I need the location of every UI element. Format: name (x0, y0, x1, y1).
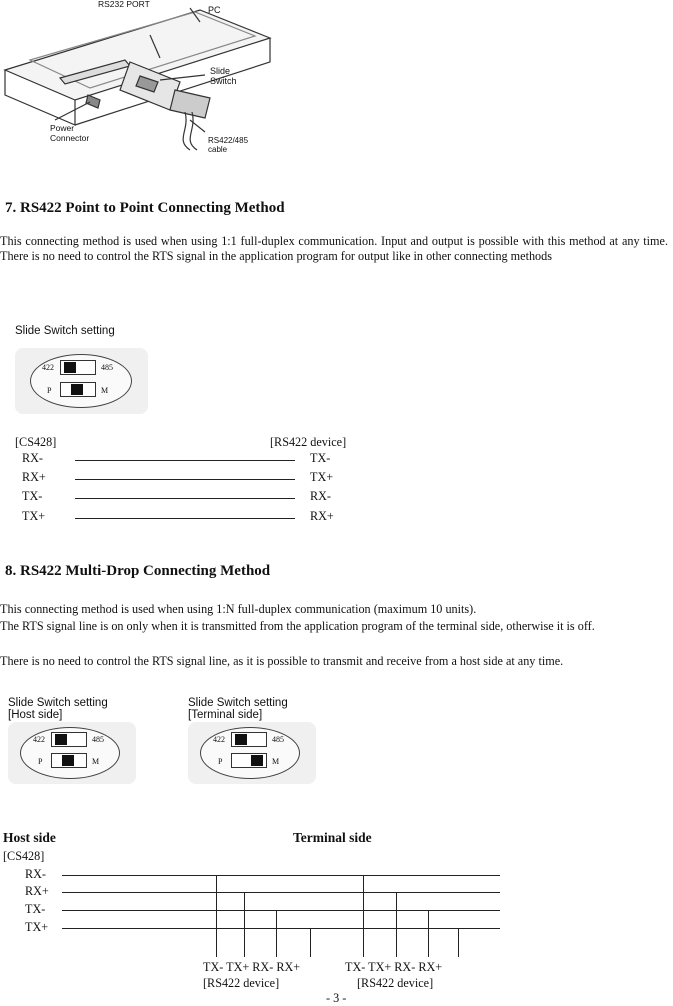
section7-paragraph: This connecting method is used when using 1:1 full-duplex communication. Input and output is possible with this method at any time. There is no need to control the RTS signal in the application program for output like in other connecting methods (0, 234, 668, 263)
drop1-device: [RS422 device] (203, 976, 280, 990)
wire-left-label: RX+ (22, 470, 46, 484)
rs422-device-title: [RS422 device] (270, 435, 347, 449)
bus-line (62, 875, 500, 876)
wire-line (75, 518, 295, 519)
bus-line (62, 910, 500, 911)
drop-line (244, 892, 245, 957)
host-pin-label: TX- (25, 902, 46, 916)
section8-paragraph-2: The RTS signal line is on only when it is transmitted from the application program of the terminal side, otherwise it is off. (0, 619, 595, 633)
host-pin-label: RX- (25, 867, 46, 881)
host-side-label: Host side (3, 830, 56, 845)
page-number: - 3 - (326, 991, 347, 1005)
terminal-switch-title: Slide Switch setting [Terminal side] (188, 697, 288, 721)
switch-1-knob (235, 734, 247, 745)
wire-line (75, 460, 295, 461)
switch-2-box (231, 753, 267, 768)
terminal-slide-switch: 422 485 P M (188, 722, 316, 784)
switch-1-box (60, 360, 96, 375)
wire-right-label: TX+ (310, 470, 334, 484)
section8-heading: 8. RS422 Multi-Drop Connecting Method (5, 563, 271, 579)
drop-line (428, 910, 429, 957)
host-pin-label: RX+ (25, 884, 49, 898)
cs428-label: [CS428] (3, 849, 45, 863)
wire-left-label: RX- (22, 451, 43, 465)
power-connector-label: Power Connector (50, 123, 90, 143)
host-switch-title: Slide Switch setting [Host side] (8, 697, 108, 721)
drop-line (363, 875, 364, 957)
switch-2-knob (251, 755, 263, 766)
drop2-device: [RS422 device] (357, 976, 434, 990)
drop-line (276, 910, 277, 957)
wire-right-label: RX- (310, 489, 331, 503)
switch-2-box (51, 753, 87, 768)
switch-1-knob (64, 362, 76, 373)
wire-left-label: TX- (22, 489, 43, 503)
host-pin-label: TX+ (25, 920, 49, 934)
bus-line (62, 928, 500, 929)
drop-line (396, 892, 397, 957)
switch-2-knob (71, 384, 83, 395)
slide-switch-label: Slide Switch (210, 66, 237, 86)
pc-label: PC (208, 5, 221, 15)
wire-left-label: TX+ (22, 509, 46, 523)
switch-1-box (51, 732, 87, 747)
wire-line (75, 479, 295, 480)
host-slide-switch: 422 485 P M (8, 722, 136, 784)
switch-2-knob (62, 755, 74, 766)
drop-line (458, 928, 459, 957)
switch-1-knob (55, 734, 67, 745)
section8-paragraph-3: There is no need to control the RTS signal line, as it is possible to transmit and receive from a host side at any time. (0, 654, 564, 668)
bus-line (62, 892, 500, 893)
wire-right-label: RX+ (310, 509, 334, 523)
section8-paragraph-1: This connecting method is used when using 1:N full-duplex communication (maximum 10 units). (0, 602, 477, 616)
switch-1-box (231, 732, 267, 747)
cs428-title: [CS428] (15, 435, 57, 449)
terminal-side-label: Terminal side (293, 830, 372, 845)
section7-heading: 7. RS422 Point to Point Connecting Method (5, 200, 285, 216)
section7-switch-title: Slide Switch setting (15, 325, 115, 337)
switch-2-box (60, 382, 96, 397)
section7-slide-switch: 422 485 P M (15, 348, 148, 414)
drop1-pins: TX- TX+ RX- RX+ (203, 960, 301, 974)
cable-label: RS422/485 cable (208, 136, 249, 154)
rs232-port-label: RS232 PORT (98, 0, 150, 9)
wire-line (75, 498, 295, 499)
drop2-pins: TX- TX+ RX- RX+ (345, 960, 443, 974)
drop-line (310, 928, 311, 957)
wire-right-label: TX- (310, 451, 331, 465)
drop-line (216, 875, 217, 957)
